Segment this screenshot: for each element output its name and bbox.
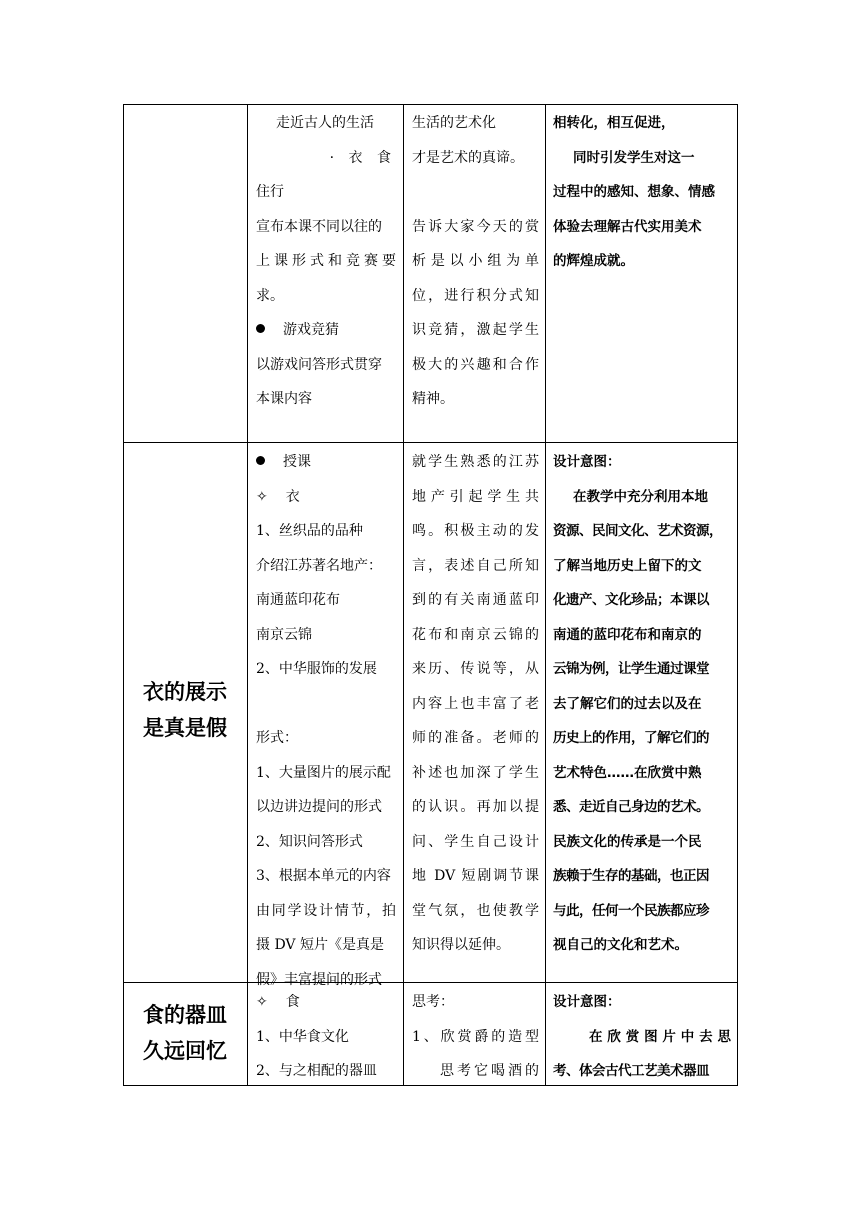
row2-student-cell: 就学生熟悉的江苏 地产引起学生共 鸣。积极主动的发 言，表述自己所知 到的有关南通蓝印 花布和南京云锦的 来历、传说等，从 内容上也丰富了老 师的准备。老师的 补述也加深了学生 的认识。再加以提 问、学生自己设计 地 DV 短剧调节课 堂气氛，也使教学 知识得以延伸。	[412, 454, 539, 953]
row2-activity-cell: 授课 ✧ 衣 1、丝织品的品种 介绍江苏著名地产： 南通蓝印花布 南京云锦 2、中华服饰的发展 形式： 1、大量图片的展示配 以边讲边提问的形式 2、知识问答形式 3、根据本单元的内容 由同学设计情节，拍 摄 DV 短片《是真是 假》丰富提问的形式	[256, 454, 396, 988]
table-border-left	[123, 104, 124, 1086]
lesson-plan-table	[123, 104, 738, 1086]
row1-student-cell: 生活的艺术化 才是艺术的真谛。 告诉大家今天的赏 析是以小组为单 位，进行积分式知 识竞猜，激起学生 极大的兴趣和合作 精神。	[412, 115, 539, 407]
diamond-icon: ✧	[256, 488, 268, 505]
row1-intent-cell: 相转化，相互促进， 同时引发学生对这一 过程中的感知、想象、情感 体验去理解古代实用美术 的辉煌成就。	[553, 115, 715, 269]
row-divider	[123, 442, 738, 443]
diamond-icon: ✧	[256, 994, 268, 1010]
table-border-right	[737, 104, 738, 1086]
column-divider	[403, 104, 404, 1086]
bullet-icon	[256, 324, 265, 333]
row3-student-cell: 思考： 1、欣赏爵的造型 思考它喝酒的	[412, 994, 539, 1079]
table-border-top	[123, 104, 738, 105]
column-divider	[247, 104, 248, 1086]
row-divider	[123, 982, 738, 983]
row3-activity-cell: ✧ 食 1、中华食文化 2、与之相配的器皿	[256, 985, 396, 1089]
bullet-icon	[256, 456, 265, 465]
row2-title: 衣的展示 是真是假	[143, 680, 227, 740]
column-divider	[545, 104, 546, 1086]
row2-intent-cell: 设计意图： 在教学中充分利用本地 资源、民间文化、艺术资源， 了解当地历史上留下的文 化遗产、文化珍品；本课以 南通的蓝印花布和南京的 云锦为例，让学生通过课堂 去了解它们的过去以及在 历史上的作用，了解它们的 艺术特色……在欣赏中熟 悉、走近自己身边的艺术。 民族文化的传承是一个民 族赖于生存的基础，也正因 与此，任何一个民族都应珍 视自己的文化和艺术。	[553, 454, 722, 953]
row1-activity-cell: 走近古人的生活 · 衣 食 住行 宣布本课不同以往的 上课形式和竞赛要 求。 游戏竞猜 以游戏问答形式贯穿 本课内容	[256, 115, 396, 407]
row3-title: 食的器皿 久远回忆	[143, 1003, 227, 1063]
row3-intent-cell: 设计意图： 在欣赏图片中去思 考、体会古代工艺美术器皿	[553, 994, 731, 1079]
